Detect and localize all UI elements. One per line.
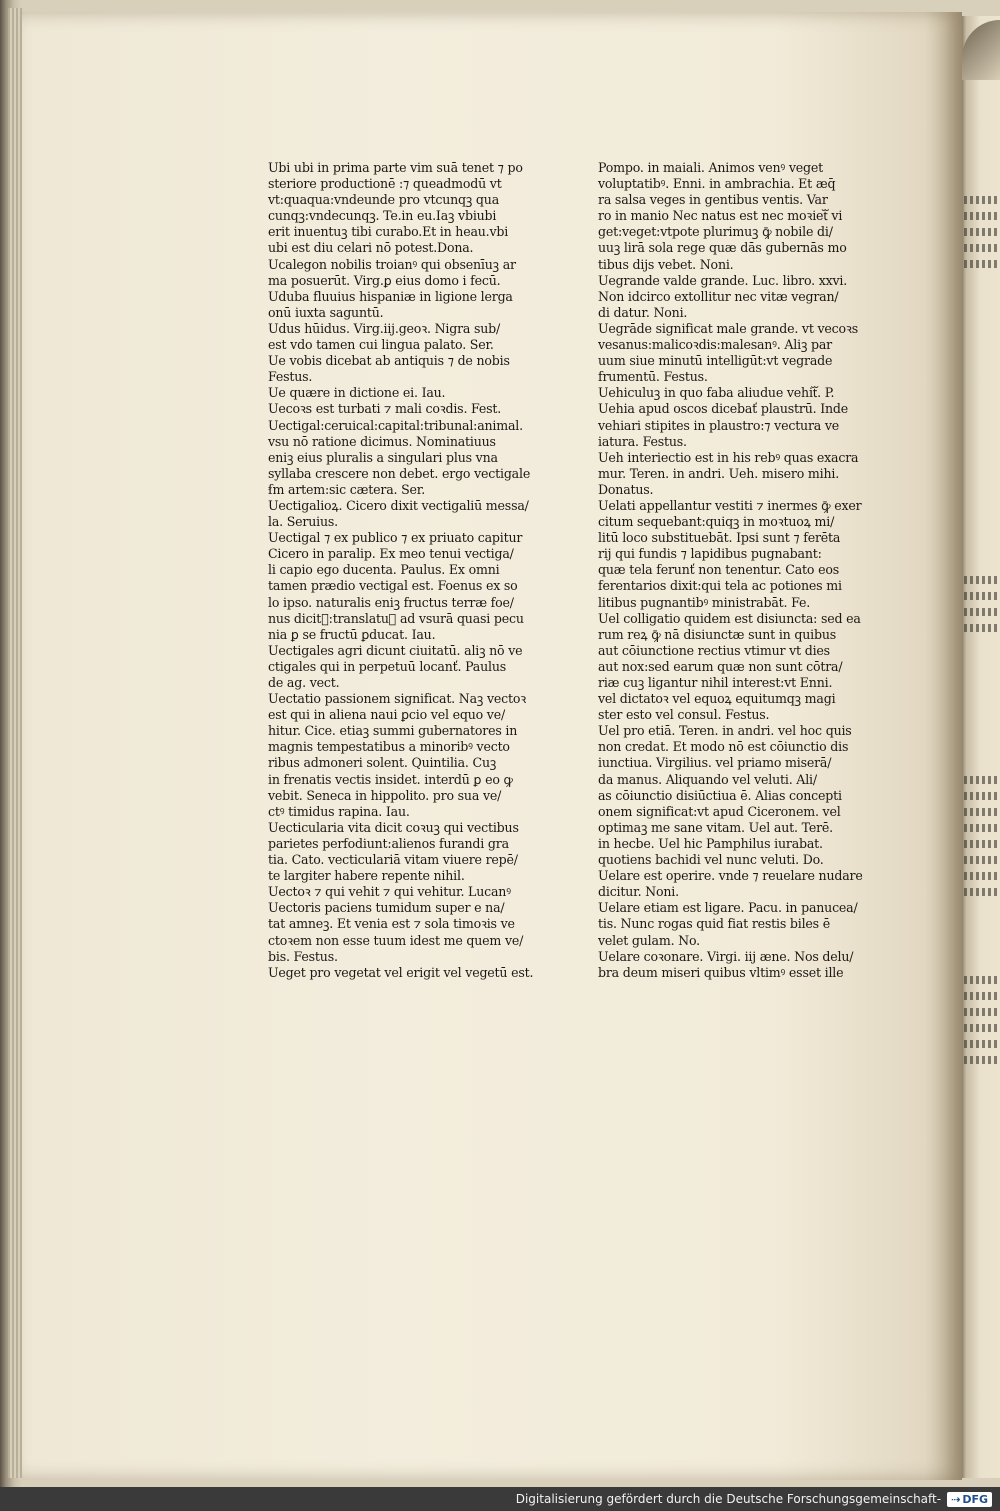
text-line: parietes perfodiunt:alienos furandi gra (268, 835, 509, 851)
text-line: est vdo tamen cui lingua palato. Ser. (268, 337, 494, 353)
text-line: optimaꝫ me sane vitam. Uel aut. Terē. (598, 819, 833, 835)
text-line: vel dictatoꝛ vel equoꝝ equitumqꝫ magi (598, 691, 836, 707)
dictionary-entry (598, 611, 908, 724)
text-line: ferentarios dixit:qui tela ac potiones mi (598, 578, 842, 594)
text-line: Uectoꝛ ⁊ qui vehit ⁊ qui vehitur. Lucanꝰ (268, 884, 511, 900)
text-line: ra salsa veges in gentibus ventis. Var (598, 192, 828, 208)
text-line: ster esto vel consul. Festus. (598, 707, 770, 723)
text-line: li capio ego ducenta. Paulus. Ex omni (268, 562, 500, 578)
adjacent-page (958, 16, 1000, 1478)
text-line: Uelare est operire. vnde ⁊ reuelare nudare (598, 868, 863, 884)
text-line: te largiter habere repente nihil. (268, 868, 465, 884)
text-line: Ueh interiectio est in his rebꝰ quas exacra (598, 449, 859, 465)
footer-bar (0, 1487, 1000, 1511)
dictionary-entry (268, 820, 578, 884)
text-line: nia ꝑ se fructū ꝑducat. Iau. (268, 626, 436, 642)
text-line: Uehia apud oscos dicebať plaustrū. Inde (598, 401, 849, 417)
text-line: onū iuxta saguntū. (268, 304, 384, 320)
text-line: Uegrande valde grande. Luc. libro. xxvi. (598, 272, 848, 288)
dictionary-entry (268, 353, 578, 385)
dictionary-entry (598, 385, 908, 401)
dictionary-entry (268, 418, 578, 498)
text-line: ctoꝛem non esse tuum idest me quem ve/ (268, 932, 524, 948)
text-line: Uectigalioꝝ. Cicero dixit vectigaliū messa/ (268, 497, 529, 513)
text-line: Ueget pro vegetat vel erigit vel vegetū est. (268, 964, 534, 980)
dfg-arrow-icon: ⇢ (951, 1492, 961, 1506)
text-line: onem significat:vt apud Ciceronem. vel (598, 803, 841, 819)
text-line: iunctiua. Virgilius. vel priamo miserā/ (598, 755, 832, 771)
text-line: Uelare coꝛonare. Virgi. iij æne. Nos delu/ (598, 948, 854, 964)
dictionary-entry (598, 401, 908, 449)
text-line: Ue vobis dicebat ab antiquis ⁊ de nobis (268, 353, 510, 369)
text-line: get:veget:vtpote plurimuꝫ ꝙ̄ nobile di/ (598, 224, 833, 240)
text-line: litū loco substituebāt. Ipsi sunt ⁊ ferēta (598, 530, 841, 546)
text-line: Uel pro etiā. Teren. in andri. vel hoc quis (598, 723, 852, 739)
text-line: Uel colligatio quidem est disiuncta: sed ea (598, 610, 861, 626)
text-line: tibus dijs vebet. Noni. (598, 256, 734, 272)
dictionary-entry (268, 884, 578, 964)
text-line: tia. Cato. vecticulariā vitam viuere repē/ (268, 852, 518, 868)
text-line: Donatus. (598, 481, 654, 497)
text-line: quotiens bachidi vel nunc veluti. Do. (598, 852, 824, 868)
text-line: non credat. Et modo nō est cōiunctio dis (598, 739, 849, 755)
text-line: lo ipso. naturalis eniꝫ fructus terræ foe/ (268, 594, 514, 610)
text-line: ma posuerūt. Virg.ꝑ eius domo i fecū. (268, 272, 501, 288)
text-line: tat amneꝫ. Et venia est ⁊ sola timoꝛis ve (268, 916, 515, 932)
text-line: quæ tela ferunť non tenentur. Cato eos (598, 562, 839, 578)
text-line: vsu nō ratione dicimus. Nominatiuus (268, 433, 496, 449)
text-line: Uectatio passionem significat. Naꝫ vectoꝛ (268, 691, 526, 707)
text-line: mur. Teren. in andri. Ueh. misero mihi. (598, 465, 840, 481)
dictionary-entry (268, 691, 578, 820)
dictionary-entry (268, 289, 578, 321)
text-line: Cicero in paralip. Ex meo tenui vectiga/ (268, 546, 514, 562)
text-line: iatura. Festus. (598, 433, 687, 449)
text-line: uum siue minutū intelligūt:vt vegrade (598, 353, 833, 369)
text-line: syllaba crescere non debet. ergo vectigale (268, 465, 531, 481)
text-line: ubi est diu celari nō potest.Dona. (268, 240, 474, 256)
text-line: velet gulam. No. (598, 932, 700, 948)
text-line: Uelare etiam est ligare. Pacu. in panucea/ (598, 900, 858, 916)
text-line: Uectigales agri dicunt ciuitatū. aliꝫ nō ve (268, 642, 523, 658)
text-line: est qui in aliena naui ꝑcio vel equo ve/ (268, 707, 506, 723)
left-text-column (268, 160, 578, 981)
text-line: Udus hūidus. Virg.iij.geoꝛ. Nigra sub/ (268, 320, 501, 336)
dictionary-entry (598, 160, 908, 273)
text-line: rum reꝝ ꝙ̄ nā disiunctæ sunt in quibus (598, 626, 836, 642)
text-line: Uectigal:ceruical:capital:tribunal:animal. (268, 417, 523, 433)
text-line: Non idcirco extollitur nec vitæ vegran/ (598, 288, 839, 304)
text-line: hitur. Cice. etiaꝫ summi gubernatores in (268, 723, 518, 739)
text-line: ribus admoneri solent. Quintilia. Cuꝫ (268, 755, 497, 771)
footer-credit-text: Digitalisierung gefördert durch die Deutsche Forschungsgemeinschaft (515, 1492, 937, 1506)
text-line: frumentū. Festus. (598, 369, 708, 385)
text-line: Ubi ubi in prima parte vim suā tenet ⁊ po (268, 160, 523, 175)
text-line: da manus. Aliquando vel veluti. Ali/ (598, 771, 817, 787)
text-line: Uehiculuꝫ in quo faba aliudue vehitᷓ. P. (598, 385, 835, 401)
text-line: ctꝰ timidus rapina. Iau. (268, 803, 410, 819)
text-line: as cōiunctio disiūctiua ē. Alias concepti (598, 787, 842, 803)
text-line: magnis tempestatibus a minoribꝰ vecto (268, 739, 510, 755)
text-line: Pompo. in maiali. Animos venꝰ veget (598, 160, 823, 175)
dictionary-entry (268, 160, 578, 257)
text-line: Uduba fluuius hispaniæ in ligione lerga (268, 288, 513, 304)
text-line: Festus. (268, 369, 313, 385)
dictionary-entry (598, 868, 908, 900)
text-line: rij qui fundis ⁊ lapidibus pugnabant: (598, 546, 822, 562)
dictionary-entry (268, 321, 578, 353)
dictionary-entry (268, 643, 578, 691)
dictionary-entry (598, 273, 908, 321)
dictionary-entry (268, 965, 578, 981)
text-line: la. Seruius. (268, 514, 338, 530)
text-line: steriore productionē :⁊ queadmodū vt (268, 176, 502, 192)
text-line: bis. Festus. (268, 948, 338, 964)
text-line: eniꝫ eius pluralis a singulari plus vna (268, 449, 498, 465)
text-line: ctigales qui in perpetuū locanť. Paulus (268, 658, 507, 674)
text-line: Uelati appellantur vestiti ⁊ inermes ꝙ̄ exer (598, 497, 862, 513)
text-line: de ag. vect. (268, 675, 340, 690)
dictionary-entry (598, 450, 908, 498)
text-line: bra deum miseri quibus vltimꝰ esset ille (598, 964, 844, 980)
text-line: dicitur. Noni. (598, 884, 679, 900)
text-line: in frenatis vectis insidet. interdū ꝑ eo ꝙ (268, 771, 513, 787)
text-line: Uegrāde significat male grande. vt vecoꝛs (598, 320, 858, 336)
text-line: Ucalegon nobilis troianꝰ qui obsenīuꝫ ar (268, 256, 516, 272)
text-line: ro in manio Nec natus est nec moꝛietᷓ vi (598, 208, 843, 224)
text-line: litibus pugnantibꝰ ministrabāt. Fe. (598, 594, 811, 610)
text-line: cunqꝫ:vndecunqꝫ. Te.in eu.Iaꝫ vbiubi (268, 208, 497, 224)
dfg-logo-text: DFG (962, 1492, 988, 1506)
text-line: ẜm artem:sic cætera. Ser. (268, 481, 426, 497)
dictionary-entry (268, 498, 578, 530)
text-line: riæ cuꝫ ligantur nihil interest:vt Enni. (598, 675, 833, 690)
text-line: Uectoris paciens tumidum super e na/ (268, 900, 505, 916)
right-text-column (598, 160, 908, 981)
dictionary-entry (268, 530, 578, 643)
dictionary-entry (598, 900, 908, 948)
text-line: uuꝫ lirā sola rege quæ dās gubernās mo (598, 240, 847, 256)
text-line: vesanus:malicoꝛdis:malesanꝰ. Aliꝫ par (598, 337, 832, 353)
text-line: nus dicitᷓ:translatuꝫ ad vsurā quasi pecu (268, 610, 524, 626)
text-line: tamen prædio vectigal est. Foenus ex so (268, 578, 518, 594)
text-line: vebit. Seneca in hippolito. pro sua ve/ (268, 787, 502, 803)
footer-separator: - (936, 1492, 942, 1506)
text-line: Ue quære in dictione ei. Iau. (268, 385, 446, 401)
dfg-logo[interactable] (947, 1492, 992, 1507)
text-line: Uecoꝛs est turbati ⁊ mali coꝛdis. Fest. (268, 401, 502, 417)
text-line: in hecbe. Uel hic Pamphilus iurabat. (598, 835, 823, 851)
dictionary-entry (268, 385, 578, 401)
text-line: Uecticularia vita dicit coꝛuꝫ qui vectibus (268, 819, 519, 835)
text-line: vt:quaqua:vndeunde pro vtcunqꝫ qua (268, 192, 500, 208)
dictionary-entry (598, 723, 908, 868)
text-line: di datur. Noni. (598, 304, 688, 320)
text-line: tis. Nunc rogas quid fiat restis biles ē (598, 916, 831, 932)
text-line: aut nox:sed earum quæ non sunt cōtra/ (598, 658, 843, 674)
text-line: aut cōiunctione rectius vtimur vt dies (598, 642, 830, 658)
text-line: erit inuentuꝫ tibi curabo.Et in heau.vbi (268, 224, 509, 240)
text-line: voluptatibꝰ. Enni. in ambrachia. Et æq̄ (598, 176, 836, 192)
text-line: vehiari stipites in plaustro:⁊ vectura ve (598, 417, 840, 433)
dictionary-entry (598, 498, 908, 611)
dictionary-entry (598, 949, 908, 981)
text-line: citum sequebant:quiqꝫ in moꝛtuoꝝ mi/ (598, 514, 835, 530)
dictionary-entry (268, 401, 578, 417)
dictionary-entry (598, 321, 908, 385)
dictionary-entry (268, 257, 578, 289)
text-line: Uectigal ⁊ ex publico ⁊ ex priuato capitur (268, 530, 523, 546)
